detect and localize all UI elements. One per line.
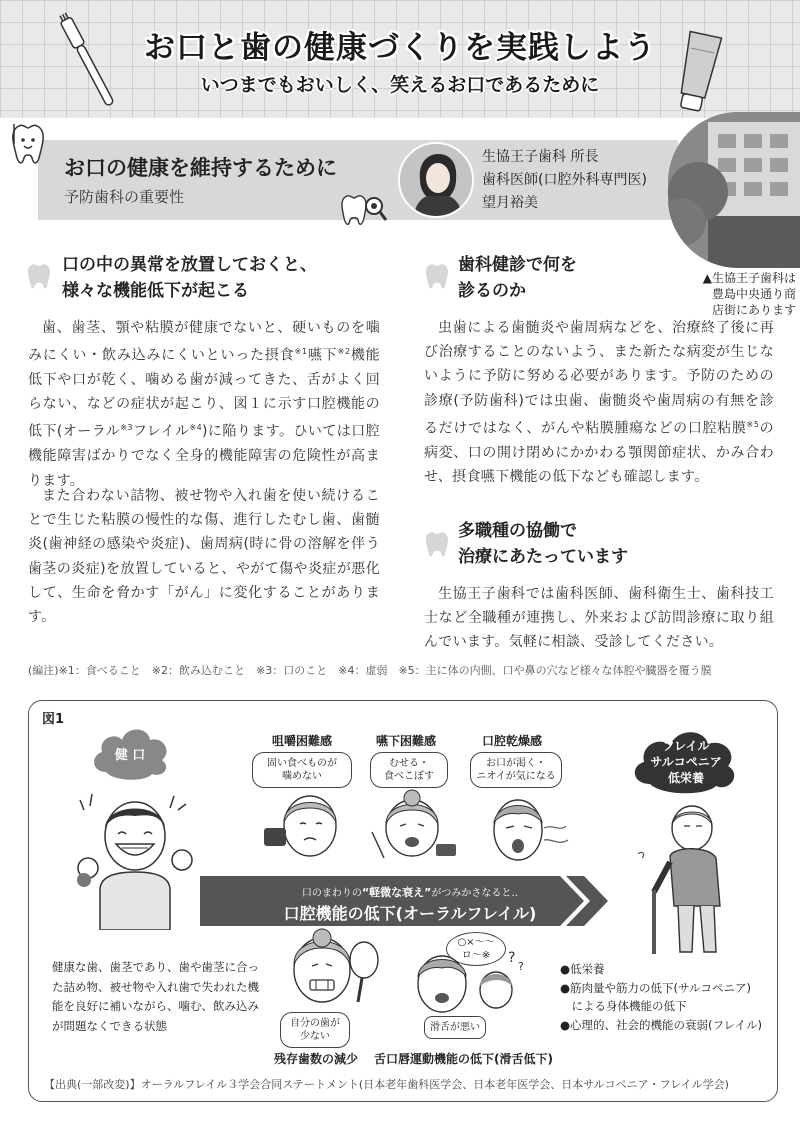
tooth-loss-bubble-line2: 少ない <box>300 1031 330 1042</box>
footnote-mark-2: ※2 <box>337 347 351 357</box>
svg-text:?: ? <box>518 960 524 973</box>
speech-line1: ○×～～ <box>457 937 495 948</box>
arrow-line1-pre: 口のまわりの <box>301 888 362 899</box>
arrow-line1-emphasis: “軽微な衰え” <box>361 886 432 899</box>
swallowing-difficulty-caption: 嚥下困難感 <box>376 734 437 748</box>
left-para1-text5: )に陥ります。ひいては口腔機能障害ばかりでなく全身的機能障害の危険性が高まります。 <box>28 424 380 489</box>
left-paragraph-1 <box>28 316 380 493</box>
photo-caption <box>676 270 796 318</box>
effect-item: ●低栄養 <box>560 962 605 976</box>
left-heading-line1: 口の中の異常を放置しておくと、 <box>62 255 317 275</box>
dry-mouth-bubble-line1: お口が渇く・ <box>486 758 546 769</box>
chewing-difficulty-bubble <box>252 752 352 788</box>
articulation-bubble-line1: 滑舌が悪い <box>430 1022 480 1033</box>
speech-line2: ロ～※ <box>461 950 491 961</box>
right2-heading-line2: 治療にあたっています <box>458 547 628 567</box>
frailty-cloud-label <box>640 738 732 786</box>
footnote-mark-1: ※1 <box>294 347 308 357</box>
tooth-loss-bubble-line1: 自分の歯が <box>290 1018 340 1029</box>
clinic-building-photo <box>668 112 800 268</box>
frailty-cloud-line1: フレイル <box>662 739 710 753</box>
swallowing-bubble-line1: むせる・ <box>389 758 429 769</box>
articulation-elderly-illustration <box>400 940 530 1020</box>
doctor-clinic: 生協王子歯科 所長 <box>482 149 599 165</box>
page-title: お口と歯の健康づくりを実践しよう <box>144 30 656 66</box>
chewing-bubble-line1: 固い食べものが <box>267 758 337 769</box>
building-image <box>668 112 800 268</box>
dry-mouth-bubble-line2: ニオイが気になる <box>476 771 556 782</box>
doctor-avatar <box>398 142 474 218</box>
chewing-elderly-illustration <box>258 788 354 864</box>
footnote-mark-4: ※4 <box>189 423 202 433</box>
swallowing-difficulty-bubble <box>370 752 448 788</box>
doctor-info <box>482 146 647 215</box>
tooth-bullet-icon <box>424 262 450 292</box>
figure-label: 図1 <box>42 712 65 727</box>
right1-heading-line2: 診るのか <box>458 281 526 301</box>
right1-para-text2: の病変、口の開け閉めにかかわる顎関節症状、かみ合わせ、摂食嚥下機能の低下なども確認します。 <box>424 420 774 485</box>
healthy-cloud-label: 健 口 <box>114 748 146 763</box>
photo-caption-line2: 豊島中央通り商 <box>711 287 796 301</box>
toothbrush-icon <box>58 8 118 116</box>
tooth-magnifier-icon <box>338 190 388 230</box>
left-para1-text2: 嚥下 <box>307 347 338 364</box>
right-section2-paragraph: 生協王子歯科では歯科医師、歯科衛生士、歯科技工士など全職種が連携し、外来および訪問診療に取り組んでいます。気軽に相談、受診してください。 <box>424 586 774 651</box>
left-para1-text1: 歯、歯茎、顎や粘膜が健康でないと、硬いものを噛みにくい・飲み込みにくいといった摂食 <box>28 320 380 364</box>
photo-caption-line1: ▲生協王子歯科は <box>702 271 796 285</box>
left-heading-line2: 様々な機能低下が起こる <box>62 281 249 301</box>
dry-mouth-elderly-illustration <box>478 788 574 868</box>
dry-mouth-bubble <box>470 752 562 788</box>
page-subtitle: いつまでもおいしく、笑えるお口であるために <box>200 74 600 96</box>
left-section-heading <box>62 252 317 304</box>
oral-frailty-label: 口腔機能の低下(オーラルフレイル) <box>283 904 537 923</box>
decline-arrow-line1 <box>270 884 550 900</box>
right1-heading-line1: 歯科健診で何を <box>458 255 577 275</box>
swallowing-bubble-line2: 食べこぼす <box>384 771 434 782</box>
doctor-name: 望月裕美 <box>482 195 538 211</box>
frailty-cloud-line2: サルコペニア <box>650 755 722 769</box>
tooth-bullet-icon <box>26 262 52 292</box>
right-section2-heading <box>458 518 628 570</box>
frail-elderly-illustration <box>634 796 744 956</box>
chewing-bubble-line2: 噛めない <box>282 771 322 782</box>
effect-item: による身体機能の低下 <box>560 999 687 1013</box>
svg-text:?: ? <box>508 950 516 966</box>
left-para1-text3: 機能低下や口が乾く、噛める歯が減ってきた、舌がよく回らない、などの症状が起こり、図１に示す口腔機能の低下(オーラル <box>28 347 380 441</box>
tooth-bullet-icon <box>424 530 450 560</box>
editor-notes: (編注)※1：食べること ※2：飲み込むこと ※3：口のこと ※4：虚弱 ※5：主に体の内側、口や鼻の穴など様々な体腔や臓器を覆う膜 <box>28 664 712 677</box>
effect-item: ●心理的、社会的機能の衰弱(フレイル) <box>560 1017 762 1032</box>
articulation-caption: 舌口唇運動機能の低下(滑舌低下) <box>374 1052 553 1066</box>
left-paragraph-2: また合わない詰物、被せ物や入れ歯を使い続けることで生じた粘膜の慢性的な傷、進行したむし歯、歯髄炎(歯神経の感染や炎症)、歯周病(時に骨の溶解を伴う歯茎の炎症)を放置していると、やがて傷や炎症が悪化して、生命を脅かす「がん」に変化することがあります。 <box>28 488 380 626</box>
intro-title: お口の健康を維持するために <box>64 156 337 180</box>
doctor-role: 歯科医師(口腔外科専門医) <box>482 172 647 188</box>
effect-item: ●筋肉量や筋力の低下(サルコペニア) <box>560 980 751 995</box>
photo-caption-line3: 店街にあります <box>711 303 796 317</box>
frailty-effects-list <box>560 960 762 1034</box>
tooth-loss-elderly-illustration <box>276 926 386 1016</box>
left-para1-text4: フレイル <box>132 424 190 441</box>
tooth-loss-bubble <box>280 1012 350 1048</box>
chewing-difficulty-caption: 咀嚼困難感 <box>272 734 333 748</box>
dry-mouth-caption: 口腔乾燥感 <box>482 734 543 748</box>
healthy-person-illustration <box>70 780 200 930</box>
healthy-mouth-description: 健康な歯、歯茎であり、歯や歯茎に合った詰め物、被せ物や入れ歯で失われた機能を良好に補いながら、噛む、飲み込みが問題なくできる状態 <box>52 960 259 1033</box>
right-section1-heading <box>458 252 577 304</box>
tooth-mascot-icon <box>4 120 52 170</box>
intro-subtitle: 予防歯科の重要性 <box>64 188 185 206</box>
articulation-bubble <box>424 1016 486 1039</box>
arrow-line1-post: がつみかさなると‥ <box>431 888 519 899</box>
right-section1-paragraph <box>424 316 774 489</box>
footnote-mark-3: ※3 <box>120 423 133 433</box>
frailty-cloud-line3: 低栄養 <box>667 771 704 785</box>
right1-para-text1: 虫歯による歯髄炎や歯周病などを、治療終了後に再び治療することのないよう、また新たな病変が生じないように予防に努める必要があります。予防のための診療(予防歯科)では虫歯、歯髄炎や歯周病の有無を診るだけではなく、がんや粘膜腫瘍などの口腔粘膜 <box>424 320 774 437</box>
footnote-mark-5: ※5 <box>746 419 760 429</box>
right2-heading-line1: 多職種の協働で <box>458 521 577 541</box>
figure-source: 【出典(一部改変)】オーラルフレイル３学会合同ステートメント(日本老年歯科医学会、日本老年医学会、日本サルコペニア・フレイル学会) <box>44 1078 729 1091</box>
tooth-loss-caption: 残存歯数の減少 <box>274 1052 359 1066</box>
swallowing-elderly-illustration <box>366 788 462 864</box>
